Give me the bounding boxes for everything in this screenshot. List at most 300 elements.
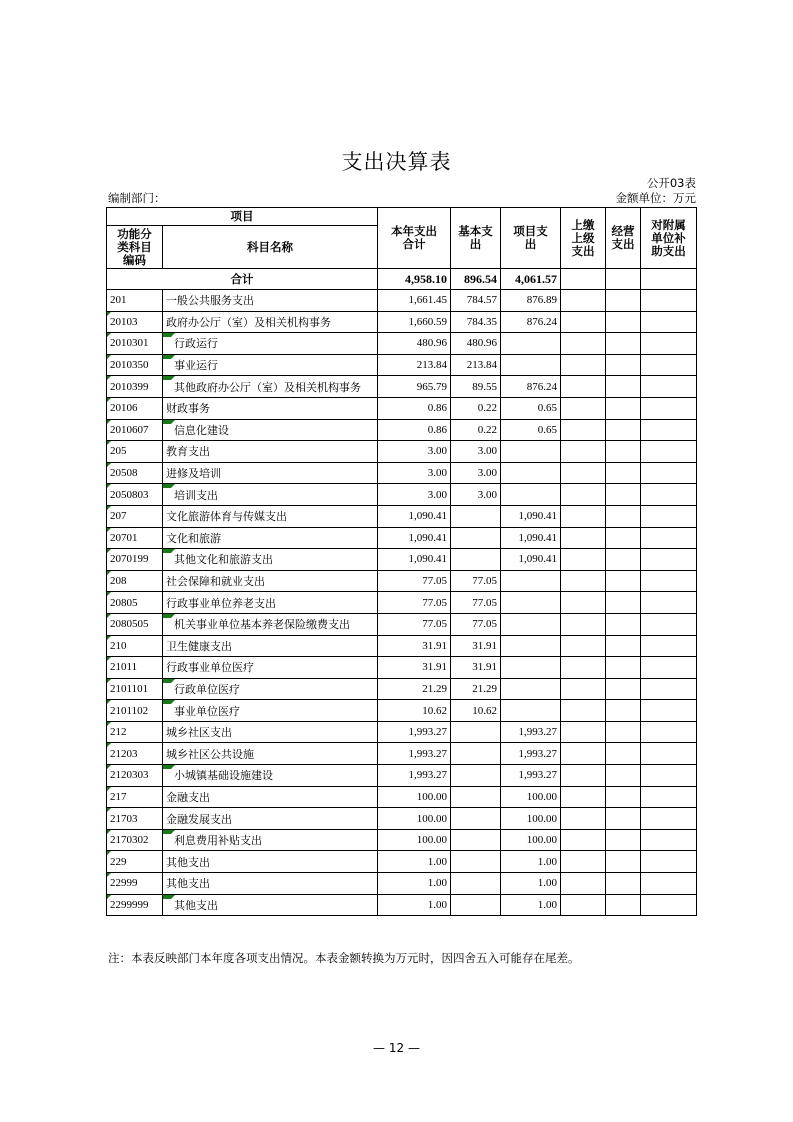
table-row [107,397,697,419]
cell-comment-marker-icon [163,895,175,899]
row-code-text: 210 [110,639,127,652]
row-name [163,873,378,895]
row-total-text: 1,090.41 [408,553,447,566]
row-code-text: 208 [110,575,127,588]
row-total [378,829,451,851]
row-project [501,549,561,571]
table-row [107,700,697,722]
cell-comment-marker-icon [107,376,111,380]
row-operating [606,635,641,657]
row-operating [606,505,641,527]
row-total-text: 1,090.41 [408,510,447,523]
row-operating [606,786,641,808]
table-row [107,851,697,873]
row-operating [606,894,641,916]
row-operating [606,333,641,355]
row-total-text: 965.79 [416,380,447,393]
row-operating [606,549,641,571]
table-row [107,441,697,463]
row-basic-text: 77.05 [472,618,497,631]
row-code [107,354,163,376]
cell-comment-marker-icon [163,700,175,704]
row-name-text: 其他支出 [166,877,210,891]
table-row [107,894,697,916]
cell-comment-marker-icon [107,765,111,769]
row-project [501,678,561,700]
row-code [107,462,163,484]
row-total-text: 100.00 [416,834,447,847]
row-project-text: 0.65 [537,402,557,415]
row-code [107,376,163,398]
row-basic [451,786,501,808]
row-code [107,419,163,441]
row-code [107,873,163,895]
row-total [378,721,451,743]
row-code [107,808,163,830]
table-row [107,290,697,312]
row-name [163,505,378,527]
row-name [163,397,378,419]
cell-comment-marker-icon [163,679,175,683]
cell-comment-marker-icon [163,484,175,488]
row-project [501,441,561,463]
row-name [163,808,378,830]
cell-comment-marker-icon [163,549,175,553]
row-name [163,635,378,657]
row-name-text: 培训支出 [174,488,218,502]
row-subsidiary-subsidy [641,484,697,506]
row-basic-text: 31.91 [472,639,497,652]
row-code [107,786,163,808]
cell-comment-marker-icon [107,398,111,402]
row-code [107,657,163,679]
row-code [107,635,163,657]
row-total-text: 480.96 [416,337,447,350]
row-project [501,592,561,614]
row-remit-superior [561,678,606,700]
row-subsidiary-subsidy [641,290,697,312]
row-code-text: 212 [110,726,127,739]
row-subsidiary-subsidy [641,570,697,592]
row-project [501,894,561,916]
table-row [107,419,697,441]
table-row [107,376,697,398]
row-total [378,700,451,722]
row-remit-superior [561,441,606,463]
row-basic-text: 21.29 [472,682,497,695]
row-operating [606,657,641,679]
row-operating [606,829,641,851]
row-code-text: 201 [110,294,127,307]
row-total-text: 3.00 [427,445,447,458]
row-project-text: 1,090.41 [518,553,557,566]
row-name-text: 信息化建设 [174,423,229,437]
row-remit-superior [561,311,606,333]
row-code-text: 2070199 [110,553,149,566]
row-total-text: 1,993.27 [408,747,447,760]
header-total [378,208,451,269]
row-basic-text: 784.35 [466,315,497,328]
row-project [501,419,561,441]
row-remit-superior [561,743,606,765]
header-remit-superior-text: 上缴上级支出 [571,217,595,258]
row-name [163,894,378,916]
cell-comment-marker-icon [107,808,111,812]
cell-comment-marker-icon [163,420,175,424]
row-name-text: 教育支出 [166,445,210,459]
prepared-by-label: 编制部门： [108,191,166,205]
row-total [378,333,451,355]
row-operating [606,376,641,398]
row-project [501,397,561,419]
row-basic-text: 784.57 [466,294,497,307]
row-code-text: 21011 [110,661,138,674]
header-subsidiary-subsidy [641,208,697,269]
row-name [163,354,378,376]
row-code [107,678,163,700]
row-basic-text: 3.00 [477,467,497,480]
row-basic [451,635,501,657]
cell-comment-marker-icon [107,679,111,683]
row-name [163,527,378,549]
row-project-text: 876.89 [526,294,557,307]
table-row [107,549,697,571]
row-operating [606,354,641,376]
row-basic [451,376,501,398]
total-remit-superior [561,269,606,290]
row-name [163,462,378,484]
header-subsidiary-subsidy-text: 对附属单位补助支出 [651,217,686,258]
row-remit-superior [561,592,606,614]
row-remit-superior [561,700,606,722]
row-operating [606,484,641,506]
row-name [163,311,378,333]
total-amount: 4,958.10 [378,269,451,290]
cell-comment-marker-icon [163,614,175,618]
row-code-text: 2010350 [110,359,149,372]
table-row [107,657,697,679]
row-code-text: 2010301 [110,337,149,350]
row-name [163,441,378,463]
cell-comment-marker-icon [107,895,111,899]
row-subsidiary-subsidy [641,765,697,787]
row-code [107,484,163,506]
header-operating [606,208,641,269]
row-basic [451,700,501,722]
row-code [107,592,163,614]
row-project [501,786,561,808]
row-basic [451,397,501,419]
row-project [501,311,561,333]
cell-comment-marker-icon [107,420,111,424]
total-row [107,269,697,290]
row-name-text: 金融发展支出 [166,812,232,826]
row-total-text: 21.29 [422,682,447,695]
cell-comment-marker-icon [107,571,111,575]
row-name [163,743,378,765]
row-project [501,700,561,722]
row-code-text: 2120303 [110,769,149,782]
row-total-text: 3.00 [427,467,447,480]
row-code-text: 229 [110,855,127,868]
row-subsidiary-subsidy [641,419,697,441]
row-name [163,700,378,722]
cell-comment-marker-icon [107,787,111,791]
row-name-text: 进修及培训 [166,467,221,481]
row-total [378,592,451,614]
row-subsidiary-subsidy [641,851,697,873]
row-operating [606,397,641,419]
cell-comment-marker-icon [107,528,111,532]
row-basic [451,549,501,571]
row-basic [451,678,501,700]
row-operating [606,419,641,441]
row-project-text: 876.24 [526,380,557,393]
unit-label: 金额单位：万元 [615,191,696,205]
row-total-text: 1,993.27 [408,726,447,739]
row-name [163,376,378,398]
row-name [163,613,378,635]
row-name [163,829,378,851]
row-code-text: 2010607 [110,423,149,436]
row-total-text: 1.00 [427,898,447,911]
row-project [501,765,561,787]
row-total-text: 213.84 [416,359,447,372]
total-subsidiary-subsidy [641,269,697,290]
row-basic [451,894,501,916]
row-total-text: 3.00 [427,488,447,501]
row-project [501,462,561,484]
header-total-text: 本年支出合计 [391,224,437,251]
row-basic [451,743,501,765]
row-total [378,354,451,376]
row-basic [451,570,501,592]
row-code-text: 2101102 [110,704,149,717]
row-code [107,570,163,592]
row-basic-text: 0.22 [477,402,497,415]
table-row [107,505,697,527]
row-basic-text: 0.22 [477,423,497,436]
cell-comment-marker-icon [107,851,111,855]
row-operating [606,462,641,484]
cell-comment-marker-icon [107,722,111,726]
row-total [378,527,451,549]
row-basic [451,851,501,873]
row-project [501,613,561,635]
table-row [107,635,697,657]
row-project-text: 1.00 [537,898,557,911]
row-subsidiary-subsidy [641,743,697,765]
row-code-text: 2299999 [110,898,149,911]
row-remit-superior [561,397,606,419]
row-operating [606,570,641,592]
row-basic [451,829,501,851]
row-project [501,657,561,679]
row-total-text: 0.86 [427,423,447,436]
row-name-text: 社会保障和就业支出 [166,575,265,589]
row-name-text: 政府办公厅（室）及相关机构事务 [166,315,331,329]
row-code-text: 2170302 [110,834,149,847]
row-operating [606,851,641,873]
row-total-text: 100.00 [416,812,447,825]
document-title: 支出决算表 [341,150,452,174]
footnote: 注：本表反映部门本年度各项支出情况。本表金额转换为万元时，因四舍五入可能存在尾差。 [108,951,580,965]
row-total [378,894,451,916]
table-row [107,808,697,830]
row-code-text: 20508 [110,467,138,480]
cell-comment-marker-icon [107,636,111,640]
cell-comment-marker-icon [107,830,111,834]
header-remit-superior [561,208,606,269]
row-code-text: 20106 [110,402,138,415]
row-project [501,354,561,376]
total-label: 合计 [107,269,378,290]
row-project [501,376,561,398]
row-code-text: 2101101 [110,682,149,695]
row-project [501,743,561,765]
row-basic-text: 77.05 [472,575,497,588]
row-total [378,484,451,506]
row-basic [451,333,501,355]
row-code-text: 2050803 [110,488,149,501]
row-project [501,851,561,873]
table-row [107,873,697,895]
table-row [107,570,697,592]
row-basic [451,657,501,679]
row-code-text: 21203 [110,747,138,760]
row-total [378,311,451,333]
table-row [107,311,697,333]
row-code-text: 2080505 [110,618,149,631]
row-project [501,829,561,851]
row-project-text: 1.00 [537,877,557,890]
row-total [378,851,451,873]
row-total [378,570,451,592]
row-project-text: 100.00 [526,834,557,847]
row-name-text: 金融支出 [166,790,210,804]
row-name-text: 文化旅游体育与传媒支出 [166,510,287,524]
row-remit-superior [561,635,606,657]
cell-comment-marker-icon [107,743,111,747]
row-name-text: 行政事业单位医疗 [166,661,254,675]
cell-comment-marker-icon [163,830,175,834]
row-project [501,570,561,592]
table-row [107,333,697,355]
row-basic-text: 3.00 [477,488,497,501]
row-project-text: 0.65 [537,423,557,436]
row-operating [606,527,641,549]
row-basic [451,462,501,484]
row-subsidiary-subsidy [641,397,697,419]
header-code-text: 功能分类科目编码 [117,226,152,267]
table-row [107,613,697,635]
row-basic-text: 89.55 [472,380,497,393]
row-remit-superior [561,894,606,916]
row-subsidiary-subsidy [641,894,697,916]
row-total [378,678,451,700]
row-operating [606,808,641,830]
row-code-text: 205 [110,445,127,458]
row-name-text: 一般公共服务支出 [166,294,254,308]
row-project [501,635,561,657]
header-item-group: 项目 [107,208,378,226]
row-code-text: 20103 [110,315,138,328]
table-row [107,462,697,484]
row-subsidiary-subsidy [641,721,697,743]
table-row [107,786,697,808]
row-total-text: 0.86 [427,402,447,415]
row-code-text: 217 [110,790,127,803]
row-operating [606,743,641,765]
row-name [163,333,378,355]
row-total [378,808,451,830]
row-name [163,851,378,873]
row-remit-superior [561,765,606,787]
row-project [501,873,561,895]
row-code-text: 207 [110,510,127,523]
row-project-text: 1.00 [537,855,557,868]
row-name [163,419,378,441]
row-name-text: 小城镇基础设施建设 [174,769,273,783]
row-operating [606,765,641,787]
row-code [107,290,163,312]
row-total [378,419,451,441]
row-subsidiary-subsidy [641,462,697,484]
row-operating [606,613,641,635]
row-subsidiary-subsidy [641,700,697,722]
row-operating [606,873,641,895]
row-name-text: 行政运行 [174,337,218,351]
cell-comment-marker-icon [107,592,111,596]
row-project-text: 1,993.27 [518,769,557,782]
row-name-text: 其他支出 [174,898,218,912]
row-total [378,613,451,635]
row-code [107,311,163,333]
row-total [378,549,451,571]
row-operating [606,721,641,743]
row-project [501,333,561,355]
row-total-text: 31.91 [422,661,447,674]
row-name-text: 行政事业单位养老支出 [166,596,276,610]
row-code-text: 21703 [110,812,138,825]
row-subsidiary-subsidy [641,808,697,830]
row-code-text: 22999 [110,877,138,890]
cell-comment-marker-icon [107,312,111,316]
row-project [501,484,561,506]
row-remit-superior [561,462,606,484]
row-remit-superior [561,419,606,441]
row-basic [451,808,501,830]
cell-comment-marker-icon [107,873,111,877]
row-project-text: 876.24 [526,315,557,328]
page-number: — 12 — [373,1041,420,1055]
cell-comment-marker-icon [107,614,111,618]
row-project [501,290,561,312]
row-subsidiary-subsidy [641,635,697,657]
row-project-text: 1,993.27 [518,726,557,739]
table-row [107,527,697,549]
row-remit-superior [561,354,606,376]
cell-comment-marker-icon [107,441,111,445]
cell-comment-marker-icon [107,463,111,467]
row-code-text: 20701 [110,531,138,544]
cell-comment-marker-icon [107,700,111,704]
row-operating [606,678,641,700]
row-operating [606,592,641,614]
row-basic [451,873,501,895]
row-remit-superior [561,505,606,527]
row-name-text: 城乡社区公共设施 [166,747,254,761]
